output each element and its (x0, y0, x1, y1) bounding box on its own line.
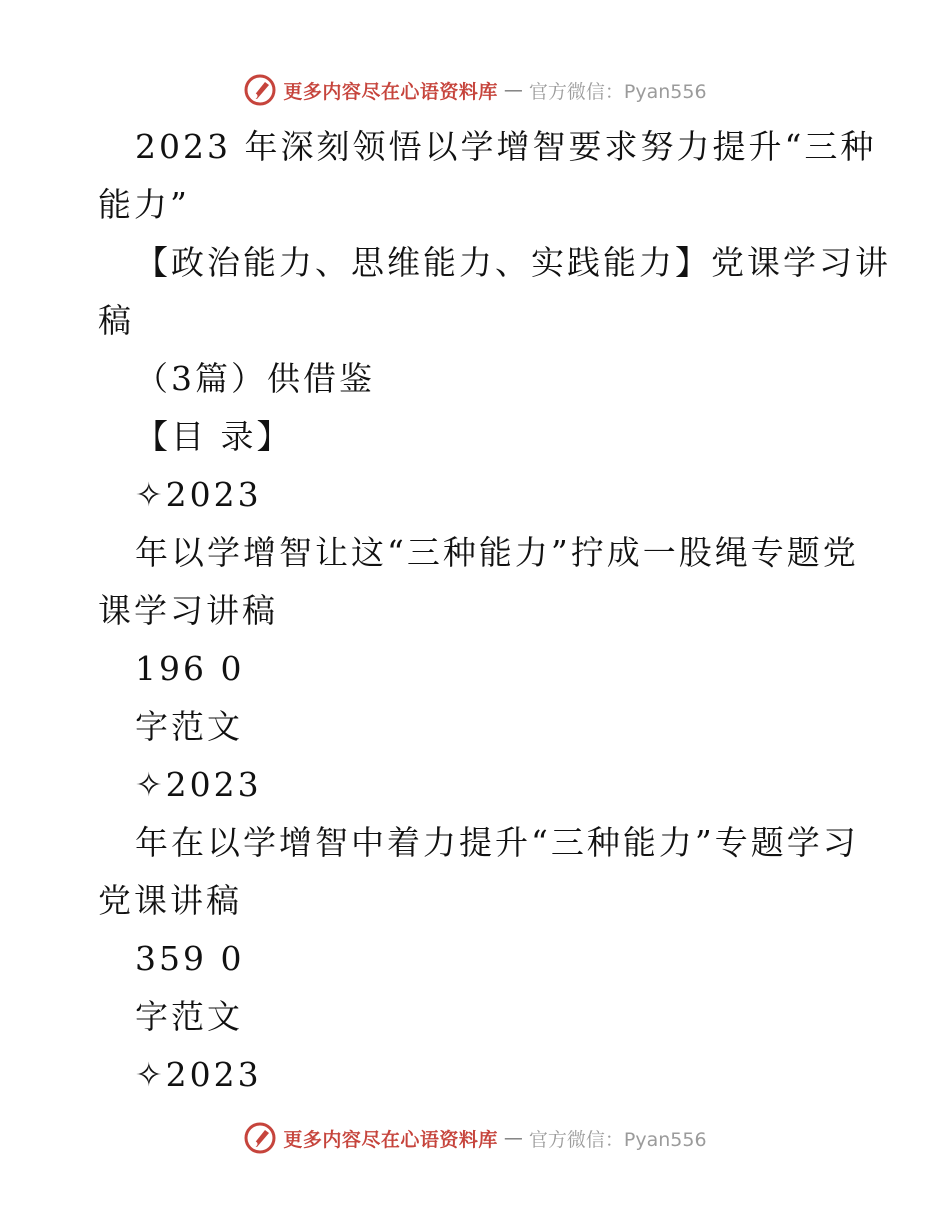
doc-line-title-2: 能力” (98, 185, 190, 224)
toc-item-2-title: 年在以学增智中着力提升“三种能力”专题学习 (135, 823, 859, 862)
watermark-wechat: 官方微信：Pyan556 (528, 80, 707, 103)
toc-item-1-suffix: 字范文 (135, 707, 243, 746)
watermark-site-name: 更多内容尽在心语资料库 (283, 80, 498, 103)
watermark-logo-icon (243, 1121, 277, 1155)
toc-item-1-title: 年以学增智让这“三种能力”拧成一股绳专题党 (135, 533, 859, 572)
toc-item-2-count: 359 0 (135, 939, 245, 978)
watermark-logo-icon (243, 73, 277, 107)
toc-item-2-year: ✧2023 (135, 765, 262, 804)
doc-line-subtitle-1: 【政治能力、思维能力、实践能力】党课学习讲 (135, 243, 891, 282)
doc-line-title-1: 2023 年深刻领悟以学增智要求努力提升“三种 (135, 127, 877, 166)
toc-item-2-suffix: 字范文 (135, 997, 243, 1036)
doc-line-subtitle-3: （3篇）供借鉴 (135, 359, 375, 398)
toc-heading: 【目 录】 (135, 417, 293, 456)
watermark-wechat: 官方微信：Pyan556 (528, 1128, 707, 1151)
toc-item-3-year: ✧2023 (135, 1055, 262, 1094)
footer-watermark-banner (0, 1118, 950, 1158)
doc-line-subtitle-2: 稿 (98, 301, 134, 340)
toc-item-1-year: ✧2023 (135, 475, 262, 514)
document-body (98, 118, 891, 1104)
header-watermark-banner (0, 70, 950, 110)
watermark-dash: — (503, 79, 523, 101)
toc-item-2-title-cont: 党课讲稿 (98, 881, 242, 920)
toc-item-1-count: 196 0 (135, 649, 245, 688)
watermark-dash: — (503, 1127, 523, 1149)
watermark-site-name: 更多内容尽在心语资料库 (283, 1128, 498, 1151)
toc-item-1-title-cont: 课学习讲稿 (98, 591, 278, 630)
